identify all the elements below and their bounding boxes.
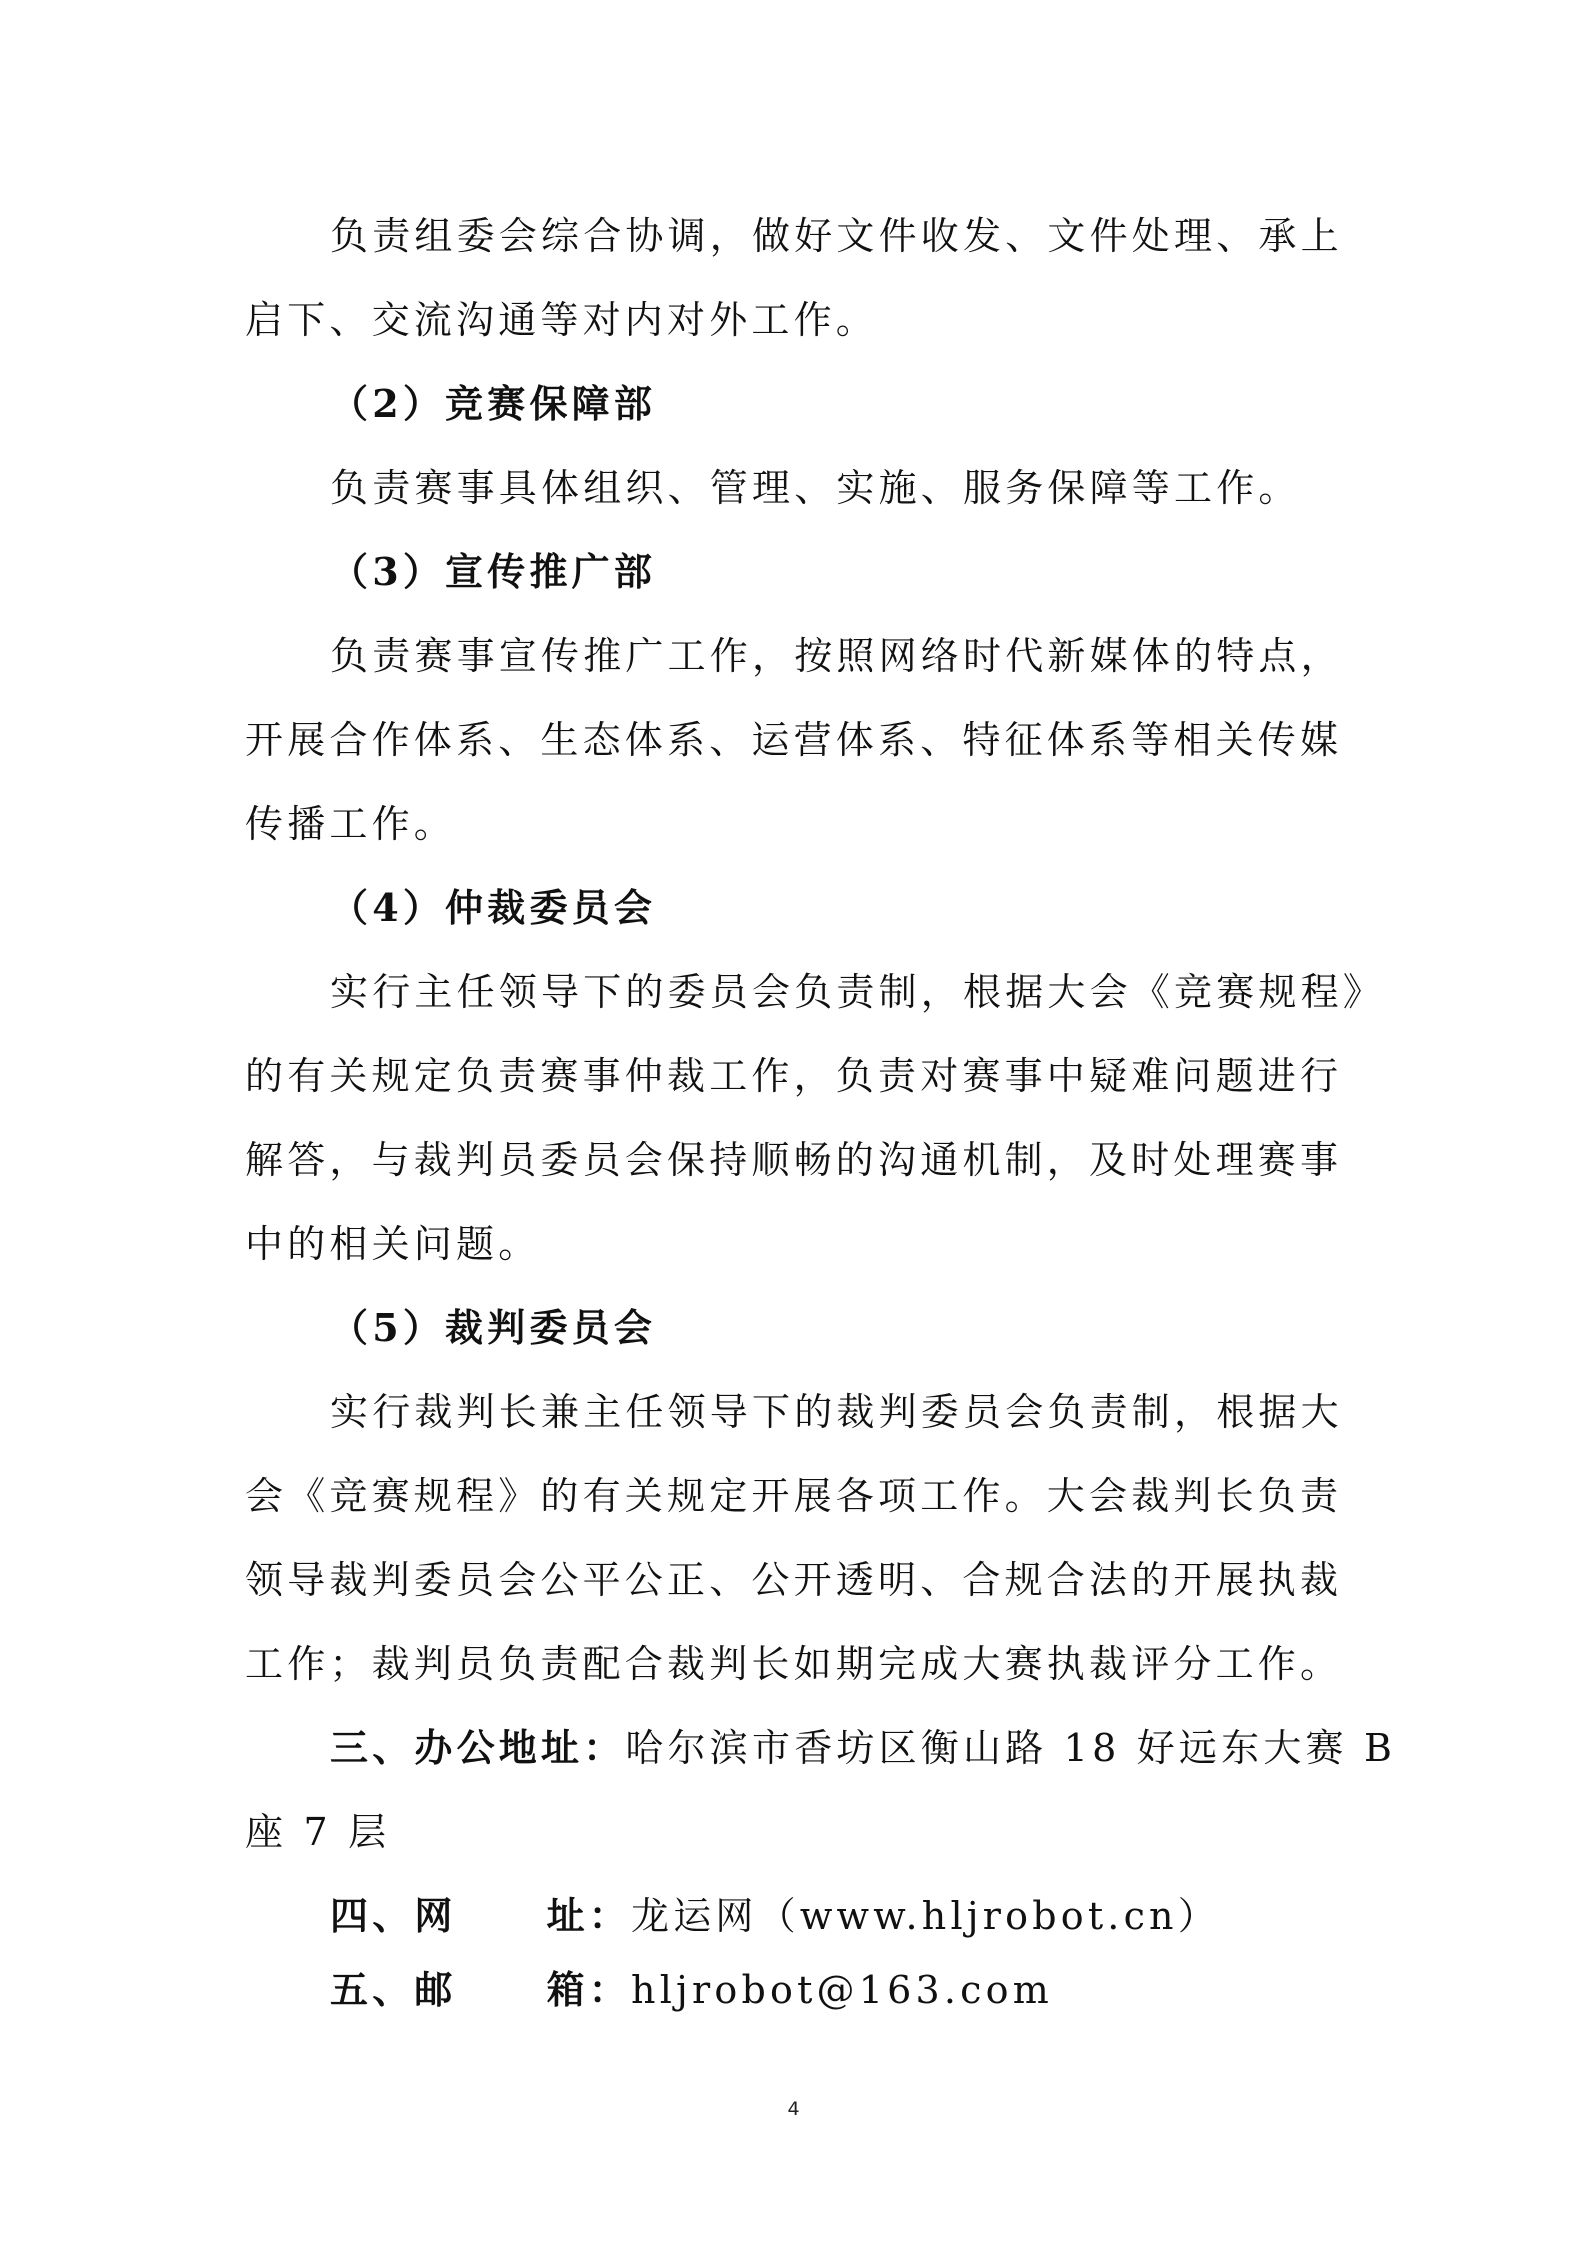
- website-label-part-1: 四、网: [330, 1893, 457, 1938]
- arbitration-duties-line-3: 解答，与裁判员委员会保持顺畅的沟通机制，及时处理赛事: [245, 1138, 1343, 1182]
- arbitration-duties-line-4: 中的相关问题。: [245, 1222, 541, 1266]
- website-value[interactable]: 龙运网（www.hljrobot.cn）: [631, 1894, 1220, 1938]
- referee-duties-line-1: 实行裁判长兼主任领导下的裁判委员会负责制，根据大: [330, 1390, 1343, 1434]
- office-address-value: 哈尔滨市香坊区衡山路 18 好远东大赛 B: [625, 1726, 1397, 1770]
- office-duties-line-2: 启下、交流沟通等对内对外工作。: [245, 298, 879, 342]
- office-address-label: 三、办公地址：: [330, 1725, 626, 1770]
- referee-duties-line-2: 会《竞赛规程》的有关规定开展各项工作。大会裁判长负责: [245, 1474, 1343, 1518]
- website-label-part-2: 址：: [546, 1893, 632, 1938]
- website-line: [330, 1894, 1220, 1938]
- referee-duties-line-4: 工作；裁判员负责配合裁判长如期完成大赛执裁评分工作。: [245, 1642, 1343, 1686]
- publicity-duties-line-1: 负责赛事宣传推广工作，按照网络时代新媒体的特点，: [330, 634, 1343, 678]
- referee-duties-line-3: 领导裁判委员会公平公正、公开透明、合规合法的开展执裁: [245, 1558, 1343, 1602]
- office-address-line-2: 座 7 层: [245, 1810, 391, 1854]
- competition-guarantee-heading: （2）竞赛保障部: [330, 381, 657, 426]
- publicity-duties-line-3: 传播工作。: [245, 802, 457, 846]
- competition-guarantee-duties: 负责赛事具体组织、管理、实施、服务保障等工作。: [330, 466, 1301, 510]
- email-line: [330, 1968, 1053, 2012]
- office-duties-line-1: 负责组委会综合协调，做好文件收发、文件处理、承上: [330, 214, 1343, 258]
- email-label-part-1: 五、邮: [330, 1967, 457, 2012]
- referee-heading: （5）裁判委员会: [330, 1305, 657, 1350]
- publicity-duties-line-2: 开展合作体系、生态体系、运营体系、特征体系等相关传媒: [245, 718, 1343, 762]
- arbitration-heading: （4）仲裁委员会: [330, 885, 657, 930]
- page-number: 4: [787, 2098, 800, 2120]
- email-label-part-2: 箱：: [546, 1967, 632, 2012]
- office-address-line-1: [330, 1726, 1396, 1770]
- arbitration-duties-line-2: 的有关规定负责赛事仲裁工作，负责对赛事中疑难问题进行: [245, 1054, 1343, 1098]
- arbitration-duties-line-1: 实行主任领导下的委员会负责制，根据大会《竞赛规程》: [330, 970, 1386, 1014]
- email-value[interactable]: hljrobot@163.com: [631, 1968, 1053, 2012]
- publicity-heading: （3）宣传推广部: [330, 549, 657, 594]
